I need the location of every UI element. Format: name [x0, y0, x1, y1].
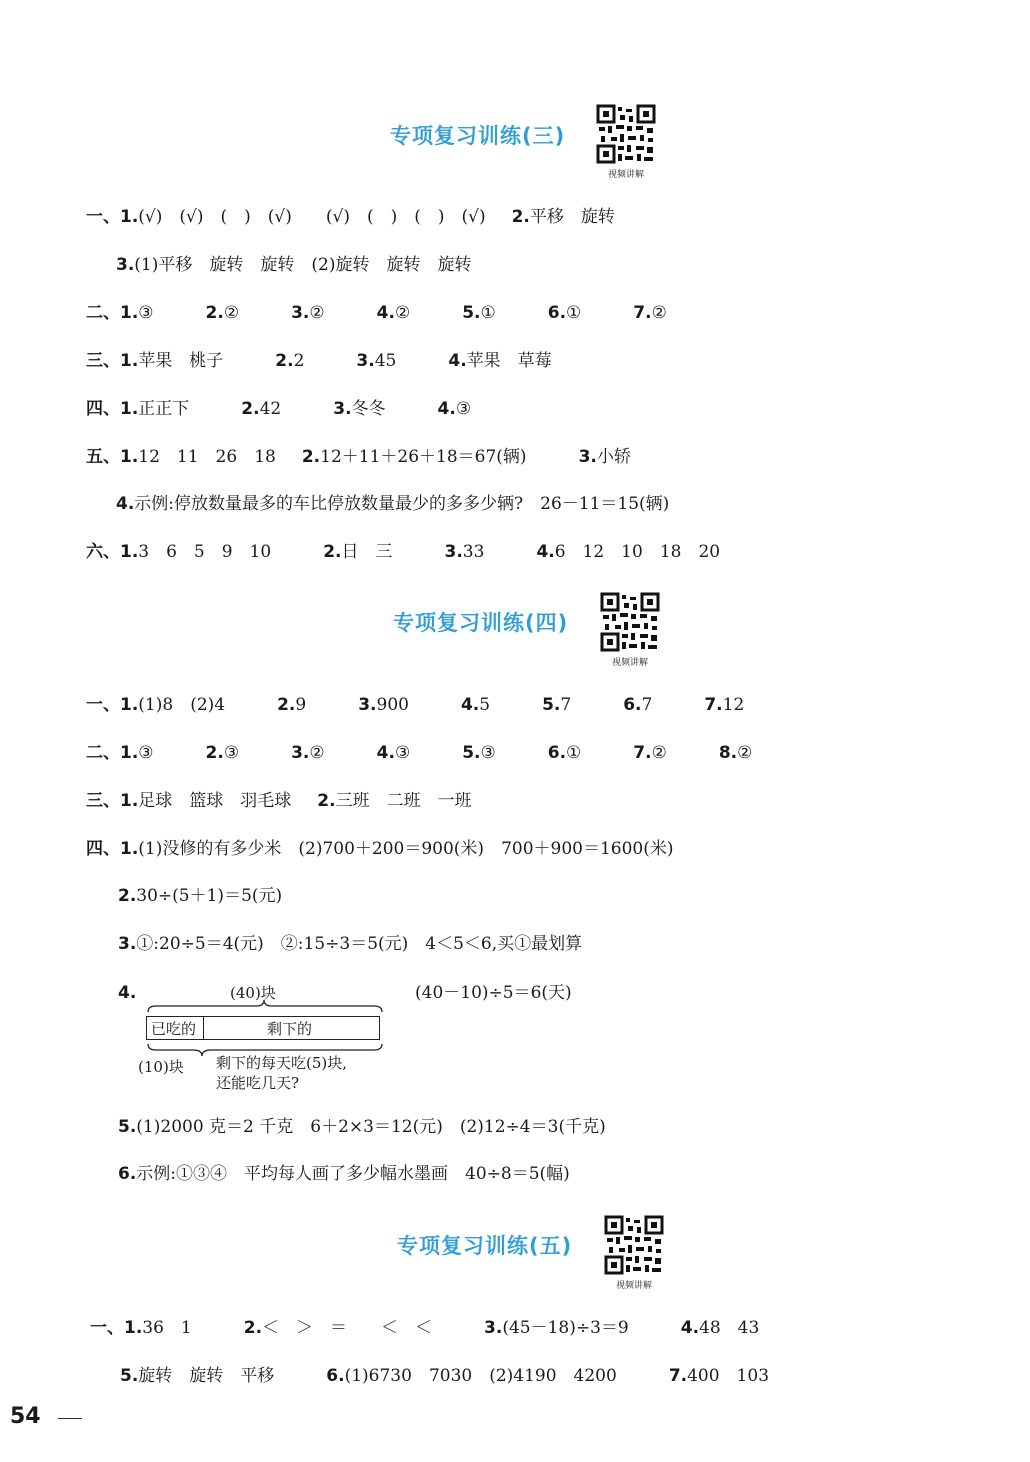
diagram-eaten-amount: (10)块 [138, 1058, 184, 1076]
answer-line: 3.(1)平移 旋转 旋转 (2)旋转 旋转 旋转 [116, 255, 472, 275]
diagram-equation: (40－10)÷5＝6(天) [415, 983, 572, 1003]
answer-line: 5.旋转 旋转 平移 6.(1)6730 7030 (2)4190 4200 7.400 103 [120, 1366, 770, 1386]
answer-line: 二、1.③ 2.③ 3.② 4.③ 5.③ 6.① 7.② 8.② [86, 743, 753, 763]
section-title-4: 专项复习训练(四) [393, 611, 569, 635]
answer-line: 2.30÷(5＋1)＝5(元) [118, 886, 283, 906]
bar-diagram [138, 978, 408, 1098]
qr-code-icon[interactable] [604, 1215, 664, 1291]
answer-line: 6.示例:①③④ 平均每人画了多少幅水墨画 40÷8＝5(幅) [118, 1164, 570, 1184]
section-title-5: 专项复习训练(五) [397, 1234, 573, 1258]
answer-line: 一、1.(1)8 (2)4 2.9 3.900 4.5 5.7 6.7 7.12 [86, 695, 745, 715]
answer-line: 3.①:20÷5＝4(元) ②:15÷3＝5(元) 4＜5＜6,买①最划算 [118, 934, 583, 954]
diagram-remaining-label: 剩下的 [267, 1020, 313, 1038]
answer-line: 4. [118, 983, 137, 1003]
answer-line: 三、1.苹果 桃子 2.2 3.45 4.苹果 草莓 [86, 351, 552, 371]
qr-caption: 视频讲解 [611, 658, 648, 668]
answer-line: 五、1.12 11 26 18 2.12＋11＋26＋18＝67(辆) 3.小轿 [86, 447, 631, 467]
qr-code-icon[interactable] [596, 104, 656, 180]
qr-caption: 视频讲解 [615, 1281, 652, 1291]
answer-line: 四、1.(1)没修的有多少米 (2)700＋200＝900(米) 700＋900＝1600(米) [86, 839, 674, 859]
qr-code-icon[interactable] [600, 592, 660, 668]
answer-line: 二、1.③ 2.② 3.② 4.② 5.① 6.① 7.② [86, 303, 667, 323]
answer-line: 一、1.36 1 2.＜ ＞ ＝ ＜ ＜ 3.(45－18)÷3＝9 4.48 43 [90, 1318, 760, 1338]
page-number-dash [58, 1418, 82, 1419]
section-title-3: 专项复习训练(三) [390, 124, 566, 148]
diagram-eaten-label: 已吃的 [151, 1020, 197, 1038]
answer-line: 四、1.正正下 2.42 3.冬冬 4.③ [86, 399, 472, 419]
answer-line: 六、1.3 6 5 9 10 2.日 三 3.33 4.6 12 10 18 20 [86, 542, 721, 562]
diagram-question-1: 剩下的每天吃(5)块, [216, 1054, 348, 1072]
diagram-bar [146, 1016, 380, 1040]
diagram-question-2: 还能吃几天? [216, 1074, 300, 1092]
diagram-total-label: (40)块 [230, 984, 276, 1002]
answer-line: 5.(1)2000 克＝2 千克 6＋2×3＝12(元) (2)12÷4＝3(千克) [118, 1117, 606, 1137]
qr-caption: 视频讲解 [607, 170, 644, 180]
page-number: 54 [10, 1404, 41, 1429]
answer-line: 三、1.足球 篮球 羽毛球 2.三班 二班 一班 [86, 791, 472, 811]
answer-line: 4.示例:停放数量最多的车比停放数量最少的多多少辆? 26－11＝15(辆) [116, 494, 670, 514]
answer-line: 一、1.(√) (√) ( ) (√) (√) ( ) ( ) (√) 2.平移 旋转 [86, 207, 615, 227]
